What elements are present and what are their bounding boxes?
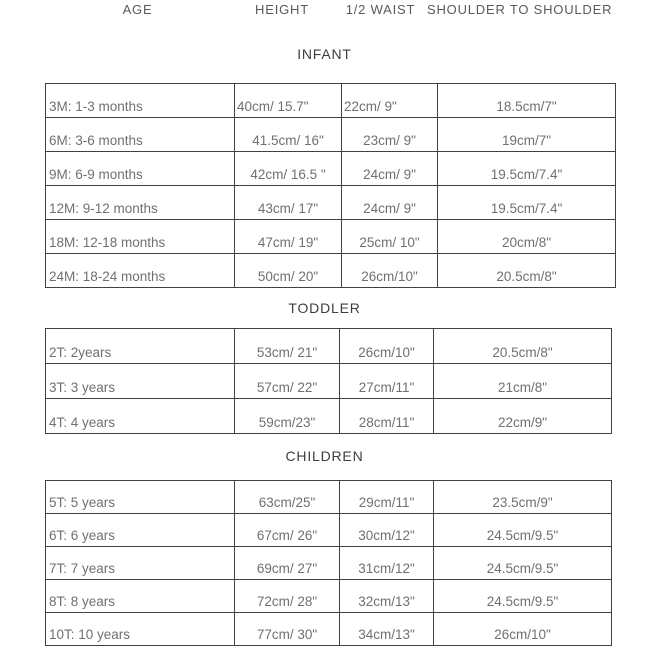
section-toddler <box>45 300 604 434</box>
size-table-infant <box>45 83 616 288</box>
table-row <box>46 580 612 613</box>
cell-shoulder: 18.5cm/7" <box>438 84 616 118</box>
cell-age: 12M: 9-12 months <box>46 186 235 220</box>
cell-height: 57cm/ 22" <box>235 364 340 399</box>
section-title: INFANT <box>297 46 352 62</box>
cell-age: 3M: 1-3 months <box>46 84 235 118</box>
cell-waist: 28cm/11" <box>340 399 434 434</box>
section-children <box>45 448 604 646</box>
cell-waist: 26cm/10" <box>340 329 434 364</box>
table-row <box>46 118 616 152</box>
cell-waist: 23cm/ 9" <box>342 118 438 152</box>
table-row <box>46 399 612 434</box>
cell-height: 67cm/ 26" <box>235 514 340 547</box>
cell-age: 7T: 7 years <box>46 547 235 580</box>
cell-waist: 29cm/11" <box>340 481 434 514</box>
cell-waist: 25cm/ 10" <box>342 220 438 254</box>
table-row <box>46 186 616 220</box>
cell-shoulder: 21cm/8" <box>434 364 612 399</box>
cell-shoulder: 20cm/8" <box>438 220 616 254</box>
cell-height: 41.5cm/ 16" <box>235 118 342 152</box>
cell-age: 6M: 3-6 months <box>46 118 235 152</box>
table-row <box>46 329 612 364</box>
cell-shoulder: 24.5cm/9.5" <box>434 547 612 580</box>
table-row <box>46 547 612 580</box>
table-row <box>46 481 612 514</box>
cell-height: 53cm/ 21" <box>235 329 340 364</box>
cell-height: 42cm/ 16.5 " <box>235 152 342 186</box>
cell-waist: 30cm/12" <box>340 514 434 547</box>
cell-age: 3T: 3 years <box>46 364 235 399</box>
size-table-children <box>45 480 612 646</box>
cell-shoulder: 19cm/7" <box>438 118 616 152</box>
table-row <box>46 84 616 118</box>
cell-age: 4T: 4 years <box>46 399 235 434</box>
table-row <box>46 220 616 254</box>
cell-waist: 27cm/11" <box>340 364 434 399</box>
cell-waist: 24cm/ 9" <box>342 186 438 220</box>
section-infant <box>45 46 604 288</box>
cell-age: 24M: 18-24 months <box>46 254 235 288</box>
cell-age: 10T: 10 years <box>46 613 235 646</box>
cell-height: 43cm/ 17" <box>235 186 342 220</box>
table-row <box>46 254 616 288</box>
cell-age: 8T: 8 years <box>46 580 235 613</box>
cell-shoulder: 24.5cm/9.5" <box>434 514 612 547</box>
cell-age: 2T: 2years <box>46 329 235 364</box>
cell-shoulder: 26cm/10" <box>434 613 612 646</box>
cell-age: 18M: 12-18 months <box>46 220 235 254</box>
column-header-height: HEIGHT <box>255 2 309 17</box>
cell-shoulder: 23.5cm/9" <box>434 481 612 514</box>
table-row <box>46 613 612 646</box>
cell-shoulder: 19.5cm/7.4" <box>438 152 616 186</box>
cell-height: 69cm/ 27" <box>235 547 340 580</box>
cell-shoulder: 20.5cm/8" <box>438 254 616 288</box>
cell-age: 9M: 6-9 months <box>46 152 235 186</box>
column-header-waist: 1/2 WAIST <box>345 2 416 17</box>
cell-waist: 31cm/12" <box>340 547 434 580</box>
section-title: TODDLER <box>288 300 361 316</box>
cell-height: 40cm/ 15.7" <box>235 84 342 118</box>
cell-age: 6T: 6 years <box>46 514 235 547</box>
cell-waist: 32cm/13" <box>340 580 434 613</box>
cell-shoulder: 19.5cm/7.4" <box>438 186 616 220</box>
cell-shoulder: 20.5cm/8" <box>434 329 612 364</box>
size-table-toddler <box>45 328 612 434</box>
cell-shoulder: 22cm/9" <box>434 399 612 434</box>
cell-height: 63cm/25" <box>235 481 340 514</box>
cell-age: 5T: 5 years <box>46 481 235 514</box>
cell-height: 77cm/ 30" <box>235 613 340 646</box>
cell-height: 50cm/ 20" <box>235 254 342 288</box>
column-header-age: AGE <box>122 2 153 17</box>
cell-height: 72cm/ 28" <box>235 580 340 613</box>
cell-waist: 26cm/10" <box>342 254 438 288</box>
cell-waist: 22cm/ 9" <box>342 84 438 118</box>
cell-height: 59cm/23" <box>235 399 340 434</box>
column-headers <box>45 2 613 17</box>
cell-waist: 24cm/ 9" <box>342 152 438 186</box>
cell-shoulder: 24.5cm/9.5" <box>434 580 612 613</box>
table-row <box>46 364 612 399</box>
table-row <box>46 152 616 186</box>
section-title: CHILDREN <box>285 448 364 464</box>
column-header-shoulder: SHOULDER TO SHOULDER <box>427 2 613 17</box>
cell-height: 47cm/ 19" <box>235 220 342 254</box>
cell-waist: 34cm/13" <box>340 613 434 646</box>
table-row <box>46 514 612 547</box>
